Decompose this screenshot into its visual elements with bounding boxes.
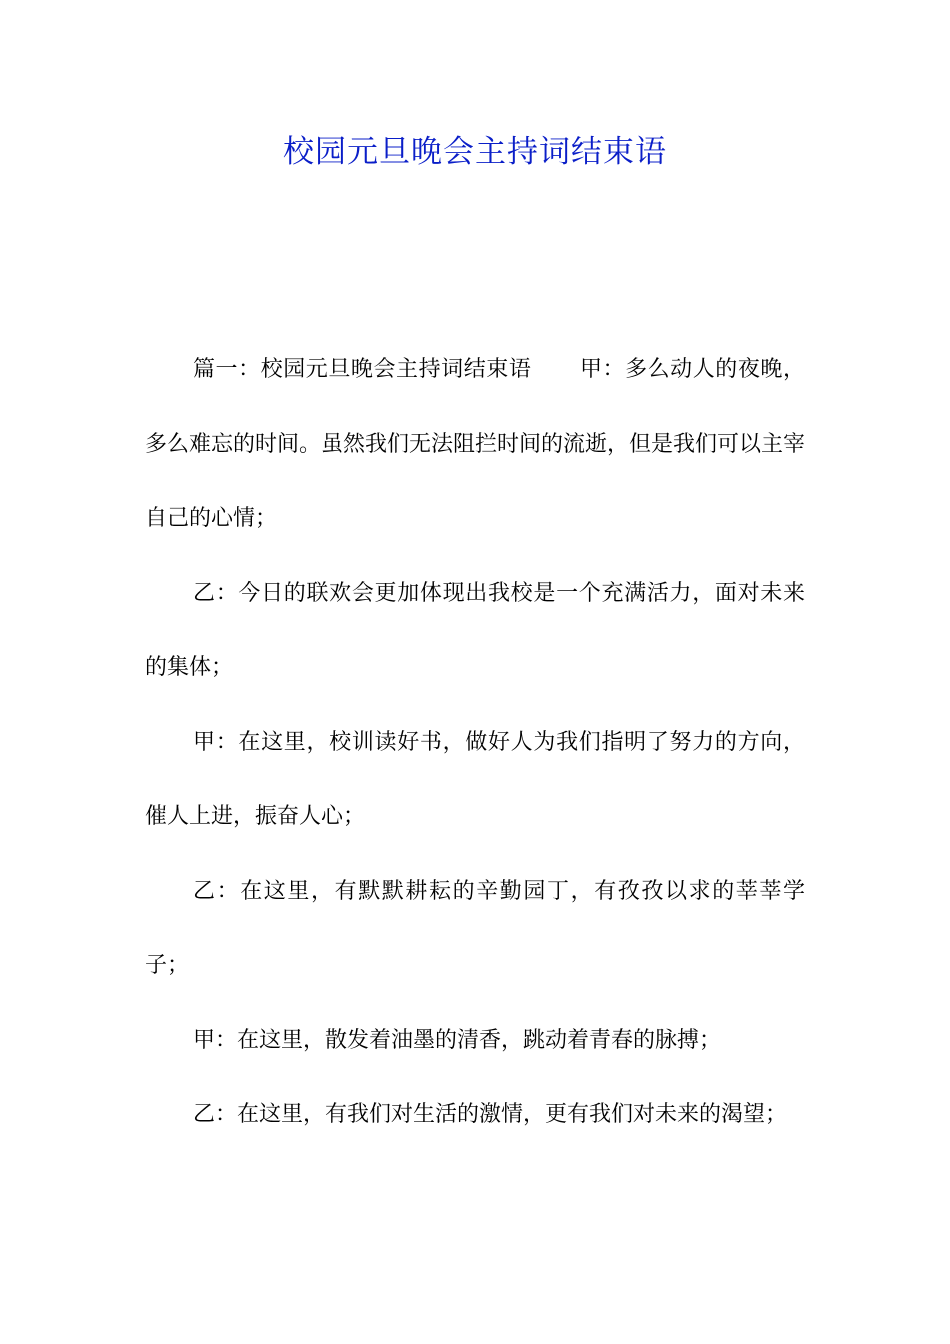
document-body [145, 333, 805, 1153]
paragraph: 乙：在这里，有默默耕耘的辛勤园丁，有孜孜以求的莘莘学子； [145, 878, 805, 978]
document-title: 校园元旦晚会主持词结束语 [283, 134, 667, 170]
paragraph [145, 333, 805, 557]
paragraph: 甲：在这里，校训读好书，做好人为我们指明了努力的方向，催人上进，振奋人心； [145, 729, 805, 829]
paragraph: 乙：今日的联欢会更加体现出我校是一个充满活力，面对未来的集体； [145, 580, 805, 680]
paragraph: 甲：在这里，散发着油墨的清香，跳动着青春的脉搏； [193, 1027, 722, 1053]
paragraph: 乙：在这里，有我们对生活的激情，更有我们对未来的渴望； [193, 1102, 788, 1127]
paragraph-text: 甲：多么动人的夜晚，多么难忘的时间。虽然我们无法阻拦时间的流逝，但是我们可以主宰自己的心情； [145, 357, 806, 531]
section-heading: 篇一：校园元旦晚会主持词结束语 [193, 357, 532, 382]
